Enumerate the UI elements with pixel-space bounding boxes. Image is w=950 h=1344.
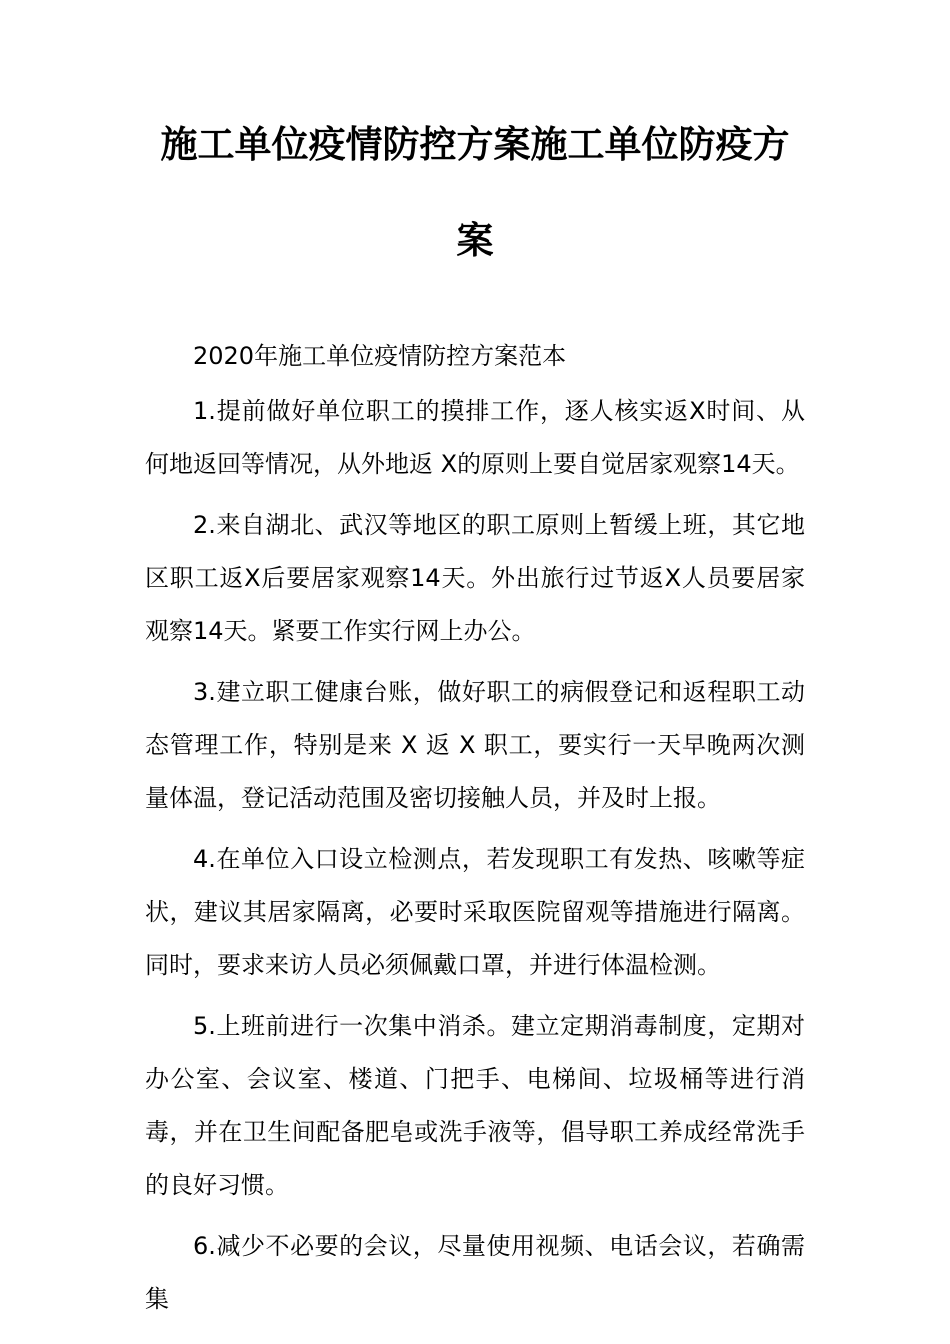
document-subtitle: 2020年施工单位疫情防控方案范本 xyxy=(193,342,567,370)
paragraph-6: 6.减少不必要的会议，尽量使用视频、电话会议，若确需集 xyxy=(145,1232,805,1313)
paragraph-5: 5.上班前进行一次集中消杀。建立定期消毒制度，定期对办公室、会议室、楼道、门把手、电梯间、垃圾桶等进行消毒，并在卫生间配备肥皂或洗手液等，倡导职工养成经常洗手的良好习惯。 xyxy=(145,1012,805,1199)
document-body xyxy=(145,330,805,1334)
paragraph-1: 1.提前做好单位职工的摸排工作，逐人核实返X时间、从何地返回等情况，从外地返 X的原则上要自觉居家观察14天。 xyxy=(145,397,805,478)
document-title-line-2: 案 xyxy=(456,219,494,262)
paragraph-4: 4.在单位入口设立检测点，若发现职工有发热、咳嗽等症状，建议其居家隔离，必要时采取医院留观等措施进行隔离。同时，要求来访人员必须佩戴口罩，并进行体温检测。 xyxy=(145,845,805,979)
paragraph-3: 3.建立职工健康台账，做好职工的病假登记和返程职工动态管理工作，特别是来 X 返 X 职工，要实行一天早晚两次测量体温，登记活动范围及密切接触人员，并及时上报。 xyxy=(145,678,805,812)
paragraph-2: 2.来自湖北、武汉等地区的职工原则上暂缓上班，其它地区职工返X后要居家观察14天。外出旅行过节返X人员要居家观察14天。紧要工作实行网上办公。 xyxy=(145,511,805,645)
document-title-line-1: 施工单位疫情防控方案施工单位防疫方 xyxy=(160,123,790,166)
